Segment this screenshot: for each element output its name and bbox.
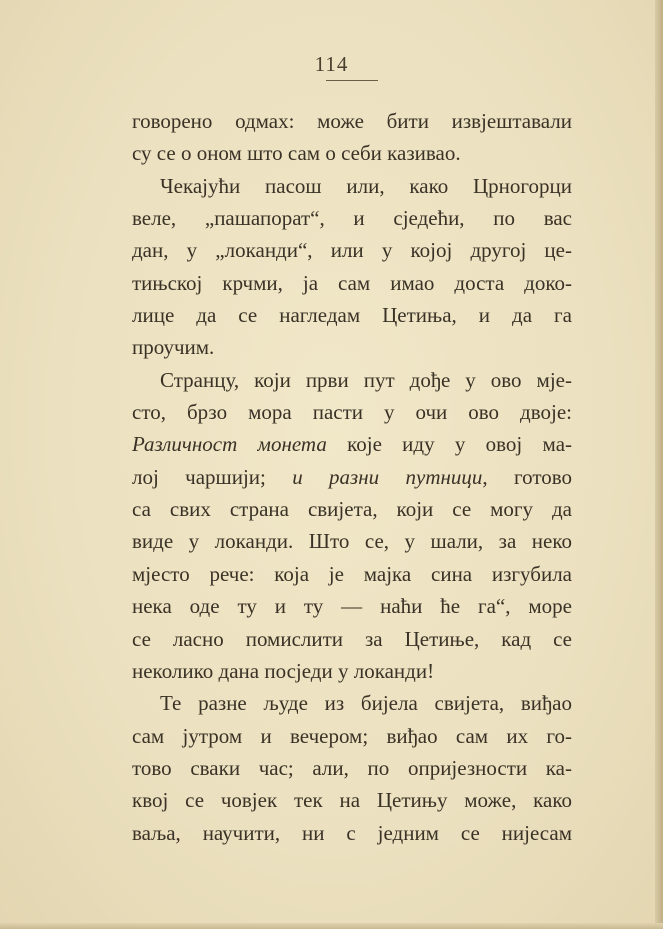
- text-line: Чекајући пасош или, како Црногорци: [160, 173, 572, 198]
- page-number: 114: [314, 52, 349, 76]
- text-line: веле, „пашапорат“, и сједећи, по вас: [132, 206, 572, 231]
- text-line: тињској крчми, ја сам имао доста доко-: [132, 270, 572, 295]
- italic-phrase: Различност монета: [132, 432, 327, 457]
- text-fragment: лој чаршији;: [132, 464, 293, 489]
- body-text: [132, 105, 572, 849]
- italic-phrase: и разни путници: [292, 464, 483, 489]
- text-line: Те разне људе из бијела свијета, виђао: [160, 691, 572, 716]
- text-line: лице да се нагледам Цетиња, и да га: [132, 303, 572, 328]
- text-line: сто, брзо мора пасти у очи ово двоје:: [132, 400, 572, 425]
- text-line: сам јутром и вечером; виђао сам их го-: [132, 723, 572, 748]
- page-bottom-edge: [0, 923, 663, 929]
- page-number-underline: [326, 80, 378, 81]
- text-fragment: које иду у овој ма-: [326, 432, 572, 457]
- text-line: су се о оном што сам о себи казивао.: [132, 141, 461, 166]
- text-line: проучим.: [132, 335, 215, 360]
- text-line: нека оде ту и ту — наћи ће га“, море: [132, 594, 572, 619]
- text-line: виде у локанди. Што се, у шали, за неко: [132, 529, 572, 554]
- text-line: дан, у „локанди“, или у којој другој це-: [132, 238, 572, 263]
- page-edge-shadow: [655, 0, 663, 929]
- text-line: неколико дана посједи у локанди!: [132, 658, 435, 683]
- text-line-mixed: [132, 428, 572, 460]
- text-line: говорено одмах: може бити извјештавали: [132, 109, 572, 133]
- text-line: ваља, научити, ни с једним се нијесам: [132, 820, 572, 845]
- text-line: са свих страна свијета, који се могу да: [132, 497, 572, 522]
- text-fragment: , готово: [482, 464, 572, 489]
- text-line: Странцу, који први пут дође у ово мје-: [160, 367, 572, 392]
- text-line: тово сваки час; али, по опријезности ка-: [132, 755, 572, 780]
- text-line: се ласно помислити за Цетиње, кад се: [132, 626, 572, 651]
- text-line: мјесто рече: која је мајка сина изгубила: [132, 561, 572, 586]
- text-line: квој се човјек тек на Цетињу може, како: [132, 788, 572, 813]
- text-line-mixed: [132, 461, 572, 493]
